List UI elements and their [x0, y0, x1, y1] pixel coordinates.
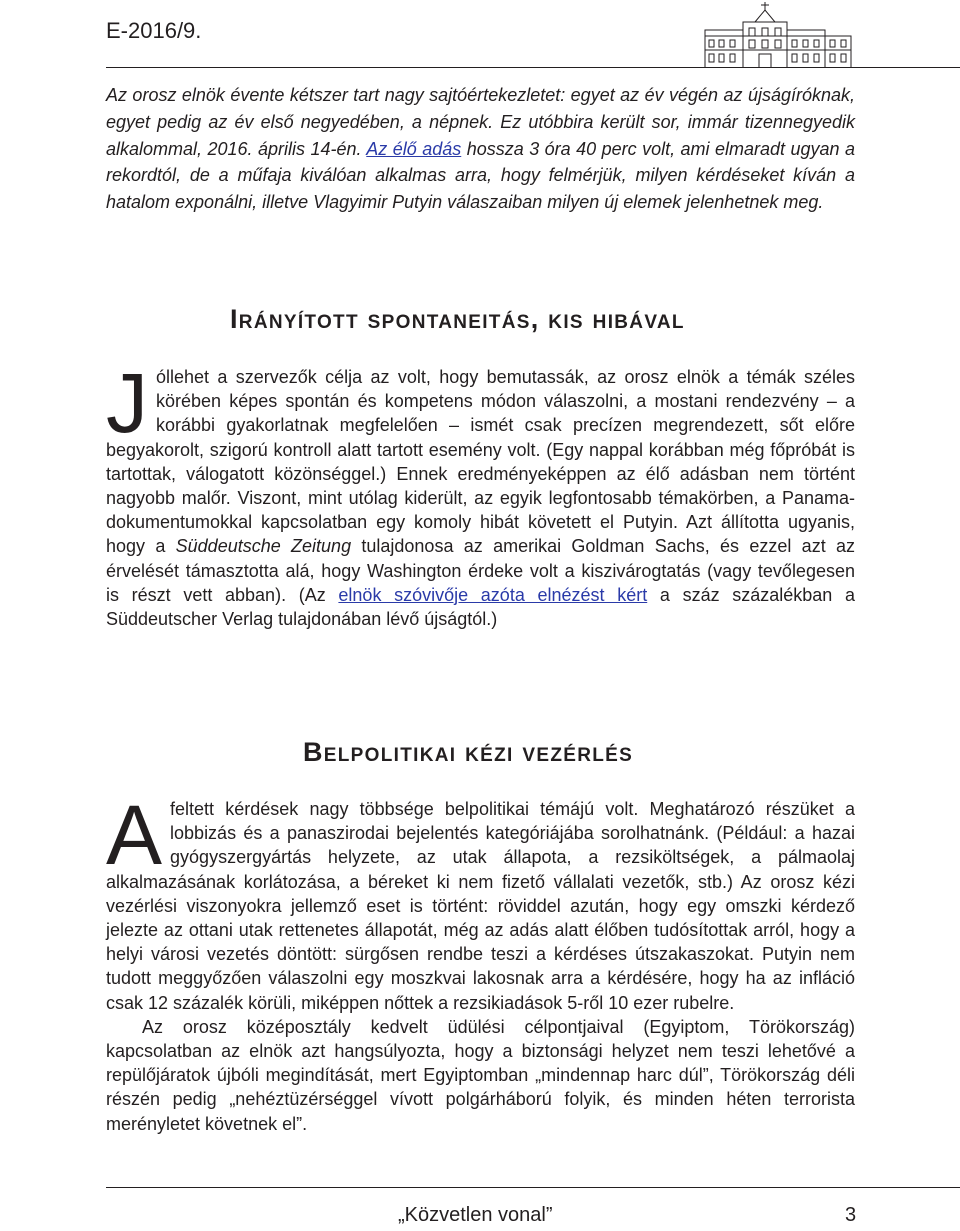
- section1-text-c: a száz százalékban a Süddeutscher Verlag tulajdonában lévő újságtól.): [106, 584, 855, 630]
- intro-paragraph: [106, 82, 855, 216]
- footer-divider: [106, 1187, 960, 1188]
- live-broadcast-link[interactable]: Az élő adás: [366, 138, 462, 159]
- dropcap-j: J: [106, 356, 148, 450]
- intro-text-start: Az orosz elnök évente kétszer tart nagy sajtóértekezletet: egyet az év végén az újságíróknak, egyet pedig az év első negyedében, a népnek. Ez utóbbira került sor, immár tizennegyedik alkalommal, 2016. április 14-én.: [106, 85, 855, 159]
- section2-paragraph-2: Az orosz középosztály kedvelt üdülési célpontjaival (Egyiptom, Törökország) kapcsolatban az elnök azt hangsúlyozta, hogy a biztonsági helyzet nem teszi lehetővé a repülőjáratok újbóli megindítását, mert Egyiptomban „mindennap harc dúl”, Törökország déli részén pedig „nehéztüzérséggel vívott polgárháború folyik, és minden héten terrorista merényletet követnek el”.: [106, 1016, 855, 1134]
- building-logo-icon: [703, 0, 853, 68]
- section-heading-controlled-spontaneity: Irányított spontaneitás, kis hibával: [230, 304, 685, 334]
- section1-text-a: óllehet a szervezők célja az volt, hogy bemutassák, az orosz elnök a témák széles körében képes spontán és kompetens módon válaszolni, a mostani rendezvény – a korábbi gyakorlatnak megfelelően – ismét csak precízen megrendezett, sőt előre begyakorolt, szigorú kontroll alatt tartott esemény volt. (Egy nappal korábban még főpróbát is tartottak, válogatott közönséggel.) Ennek eredményeképpen az élő adásban nem történt nagyobb malőr. Viszont, mint utólag kiderült, az egyik legfontosabb témakörben, a Panama-dokumentumokkal kapcsolatban egy komoly hibát követett el Putyin. Azt állította ugyanis, hogy a: [106, 367, 855, 557]
- dropcap-a: A: [106, 788, 163, 882]
- intro-text-end: hossza 3 óra 40 perc volt, ami elmaradt ugyan a rekordtól, de a műfaja kiválóan alkalmas arra, hogy felmérjük, milyen kérdéseket kíván a hatalom exponálni, illetve Vlagyimir Putyin válaszaiban milyen új elemek jelenhetnek meg.: [106, 138, 855, 213]
- section1-body: [106, 356, 856, 631]
- section1-text-b: tulajdonosa az amerikai Goldman Sachs, és ezzel azt az érvelését támasztotta alá, hogy Washington érdeke volt a kiszivárogtatás (vagy tevőlegesen is részt vett abban). (Az: [106, 536, 856, 605]
- page-number: 3: [845, 1204, 857, 1226]
- section-heading-manual-control: Belpolitikai kézi vezérlés: [303, 737, 634, 767]
- newspaper-name: Süddeutsche Zeitung: [175, 536, 352, 557]
- document-code: E-2016/9.: [106, 18, 202, 43]
- header-divider: [106, 67, 960, 68]
- section2-paragraph-1: feltett kérdések nagy többsége belpolitikai témájú volt. Meghatározó részüket a lobbizás és a panaszirodai bejelentés kategóriájába sorolhatnánk. (Például: a hazai gyógyszergyártás helyzete, az utak állapota, a rezsiköltségek, a pálmaolaj alkalmazásának korlátozása, a béreket ki nem fizető vállalati vezetők, stb.) Az orosz kézi vezérlési viszonyokra jellemző eset is történt: röviddel azután, hogy egy omszki kérdező jelezte az ottani utak rettenetes állapotát, még az adás alatt élőben tudósítottak arról, hogy a helyi városi vezetés döntött: sürgősen rendbe teszi a kérdéses útszakaszokat. Putyin nem tudott meggyőzően válaszolni egy moszkvai lakosnak arra a kérdésére, hogy ha az infláció csak 12 százalék körüli, miképpen nőttek a rezsikiadások 5-ről 10 ezer rubelre.: [106, 799, 855, 1013]
- section2-body: [106, 788, 855, 1136]
- footer-title: „Közvetlen vonal”: [398, 1204, 553, 1226]
- spokesman-apology-link[interactable]: elnök szóvivője azóta elnézést kért: [338, 584, 648, 605]
